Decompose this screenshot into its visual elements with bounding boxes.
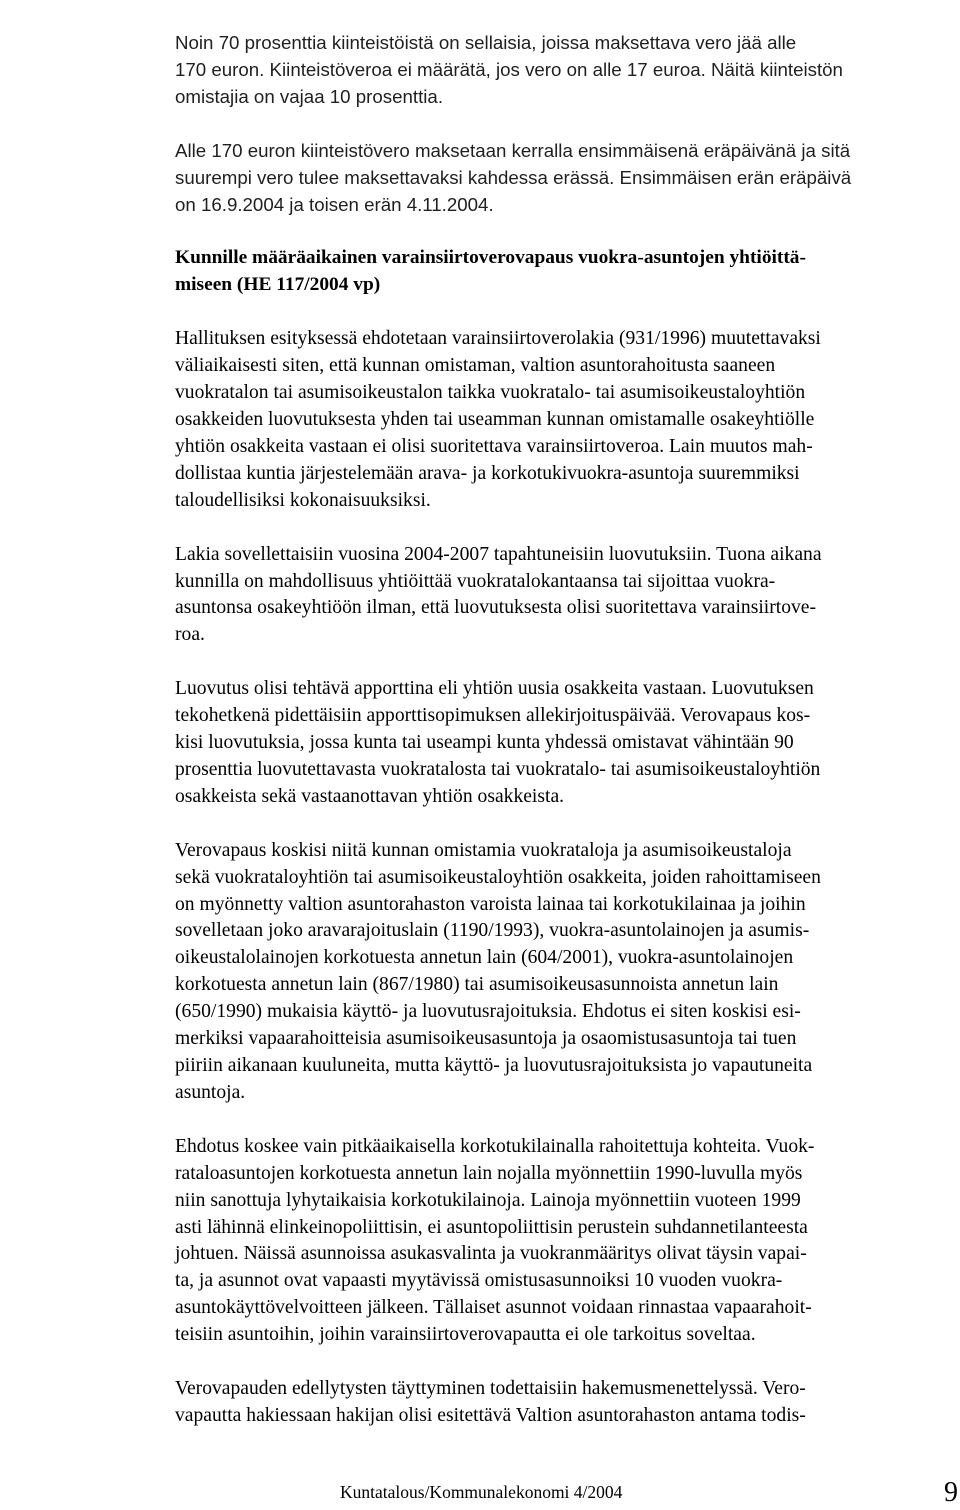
text-line: sekä vuokrataloyhtiön tai asumisoikeustaloyhtiön osakkeita, joiden rahoittamiseen — [175, 866, 821, 888]
body-paragraph-3 — [175, 676, 955, 811]
heading-line: miseen (HE 117/2004 vp) — [175, 274, 381, 296]
body-paragraph-2 — [175, 542, 955, 650]
text-line: väliaikaisesti siten, että kunnan omistaman, valtion asuntorahoitusta saaneen — [175, 355, 776, 377]
text-line: (650/1990) mukaisia käyttö- ja luovutusrajoituksia. Ehdotus ei siten koskisi esi- — [175, 1001, 801, 1023]
text-line: Verovapauden edellytysten täyttyminen todettaisiin hakemusmenettelyssä. Vero- — [175, 1378, 806, 1400]
text-line: asuntokäyttövelvoitteen jälkeen. Tällaiset asunnot voidaan rinnastaa vapaarahoit- — [175, 1297, 812, 1319]
text-line: rataloasuntojen korkotuesta annetun lain nojalla myönnettiin 1990-luvulla myös — [175, 1162, 803, 1184]
text-line: merkiksi vapaarahoitteisia asumisoikeusasuntoja ja osaomistusasuntoja tai tuen — [175, 1028, 797, 1050]
text-line: suurempi vero tulee maksettavaksi kahdessa erässä. Ensimmäisen erän eräpäivä — [175, 166, 852, 188]
text-line: Verovapaus koskisi niitä kunnan omistamia vuokrataloja ja asumisoikeustaloja — [175, 839, 792, 861]
text-line: dollistaa kuntia järjestelemään arava- ja korkotukivuokra-asuntoja suuremmiksi — [175, 462, 800, 484]
text-line: on 16.9.2004 ja toisen erän 4.11.2004. — [175, 193, 494, 215]
text-line: osakkeista sekä vastaanottavan yhtiön osakkeista. — [175, 785, 565, 807]
heading-line: Kunnille määräaikainen varainsiirtoverovapaus vuokra-asuntojen yhtiöittä- — [175, 247, 806, 269]
article-column — [175, 30, 955, 1430]
page-number: 9 — [944, 1477, 958, 1508]
text-line: Lakia sovellettaisiin vuosina 2004-2007 tapahtuneisiin luovutuksiin. Tuona aikana — [175, 543, 822, 565]
text-line: teisiin asuntoihin, joihin varainsiirtoverovapautta ei ole tarkoitus soveltaa. — [175, 1324, 756, 1346]
text-line: kisi luovutuksia, jossa kunta tai useampi kunta yhdessä omistavat vähintään 90 — [175, 732, 794, 754]
body-paragraph-5 — [175, 1134, 955, 1349]
intro-paragraph-1 — [175, 30, 955, 111]
text-line: prosenttia luovutettavasta vuokratalosta tai vuokratalo- tai asumisoikeustaloyhtiön — [175, 758, 821, 780]
publication-footer: Kuntatalous/Kommunalekonomi 4/2004 — [340, 1482, 623, 1502]
text-line: asti lähinnä elinkeinopoliittisin, ei asuntopoliittisin perustein suhdannetilanteesta — [175, 1216, 808, 1238]
text-line: oikeustalolainojen korkotuesta annetun lain (604/2001), vuokra-asuntolainojen — [175, 947, 794, 969]
text-line: 170 euron. Kiinteistöveroa ei määrätä, jos vero on alle 17 euroa. Näitä kiinteistön — [175, 58, 843, 80]
text-line: Luovutus olisi tehtävä apporttina eli yhtiön uusia osakkeita vastaan. Luovutuksen — [175, 678, 814, 700]
text-line: Hallituksen esityksessä ehdotetaan varainsiirtoverolakia (931/1996) muutettavaksi — [175, 328, 821, 350]
section-heading — [175, 245, 955, 299]
text-line: sovelletaan joko aravarajoituslain (1190/1993), vuokra-asuntolainojen ja asumis- — [175, 920, 810, 942]
intro-paragraph-2 — [175, 138, 955, 219]
text-line: johtuen. Näissä asunnoissa asukasvalinta ja vuokranmääritys olivat täysin vapai- — [175, 1243, 807, 1265]
text-line: tekohetkenä pidettäisiin apporttisopimuksen allekirjoituspäivää. Verovapaus kos- — [175, 705, 811, 727]
text-line: roa. — [175, 624, 205, 646]
text-line: Ehdotus koskee vain pitkäaikaisella korkotukilainalla rahoitettuja kohteita. Vuok- — [175, 1135, 815, 1157]
text-line: Noin 70 prosenttia kiinteistöistä on sellaisia, joissa maksettava vero jää alle — [175, 32, 797, 53]
text-line: korkotuesta annetun lain (867/1980) tai asumisoikeusasunnoista annetun lain — [175, 974, 779, 996]
text-line: taloudellisiksi kokonaisuuksiksi. — [175, 489, 431, 511]
body-paragraph-4 — [175, 838, 955, 1107]
text-line: vuokratalon tai asumisoikeustalon taikka vuokratalo- tai asumisoikeustaloyhtiön — [175, 382, 806, 404]
text-line: on myönnetty valtion asuntorahaston varoista lainaa tai korkotukilainaa ja joihin — [175, 893, 806, 915]
body-paragraph-1 — [175, 326, 955, 514]
text-line: Alle 170 euron kiinteistövero maksetaan kerralla ensimmäisenä eräpäivänä ja sitä — [175, 139, 851, 161]
text-line: asuntoja. — [175, 1081, 246, 1103]
text-line: vapautta hakiessaan hakijan olisi esitettävä Valtion asuntorahaston antama todis- — [175, 1404, 806, 1426]
text-line: kunnilla on mahdollisuus yhtiöittää vuokratalokantaansa tai sijoittaa vuokra- — [175, 570, 776, 592]
text-line: asuntonsa osakeyhtiöön ilman, että luovutuksesta olisi suoritettava varainsiirtove- — [175, 597, 817, 619]
text-line: niin sanottuja lyhytaikaisia korkotukilainoja. Lainoja myönnettiin vuoteen 1999 — [175, 1189, 801, 1211]
text-line: omistajia on vajaa 10 prosenttia. — [175, 85, 444, 107]
text-line: osakkeiden luovutuksesta yhden tai useamman kunnan omistamalle osakeyhtiölle — [175, 408, 815, 430]
body-paragraph-6 — [175, 1376, 955, 1430]
text-line: ta, ja asunnot ovat vapaasti myytävissä omistusasunnoiksi 10 vuoden vuokra- — [175, 1270, 783, 1292]
text-line: yhtiön osakkeita vastaan ei olisi suoritettava varainsiirtoveroa. Lain muutos mah- — [175, 435, 813, 457]
text-line: piiriin aikanaan kuuluneita, mutta käyttö- ja luovutusrajoituksista jo vapautuneita — [175, 1055, 813, 1076]
